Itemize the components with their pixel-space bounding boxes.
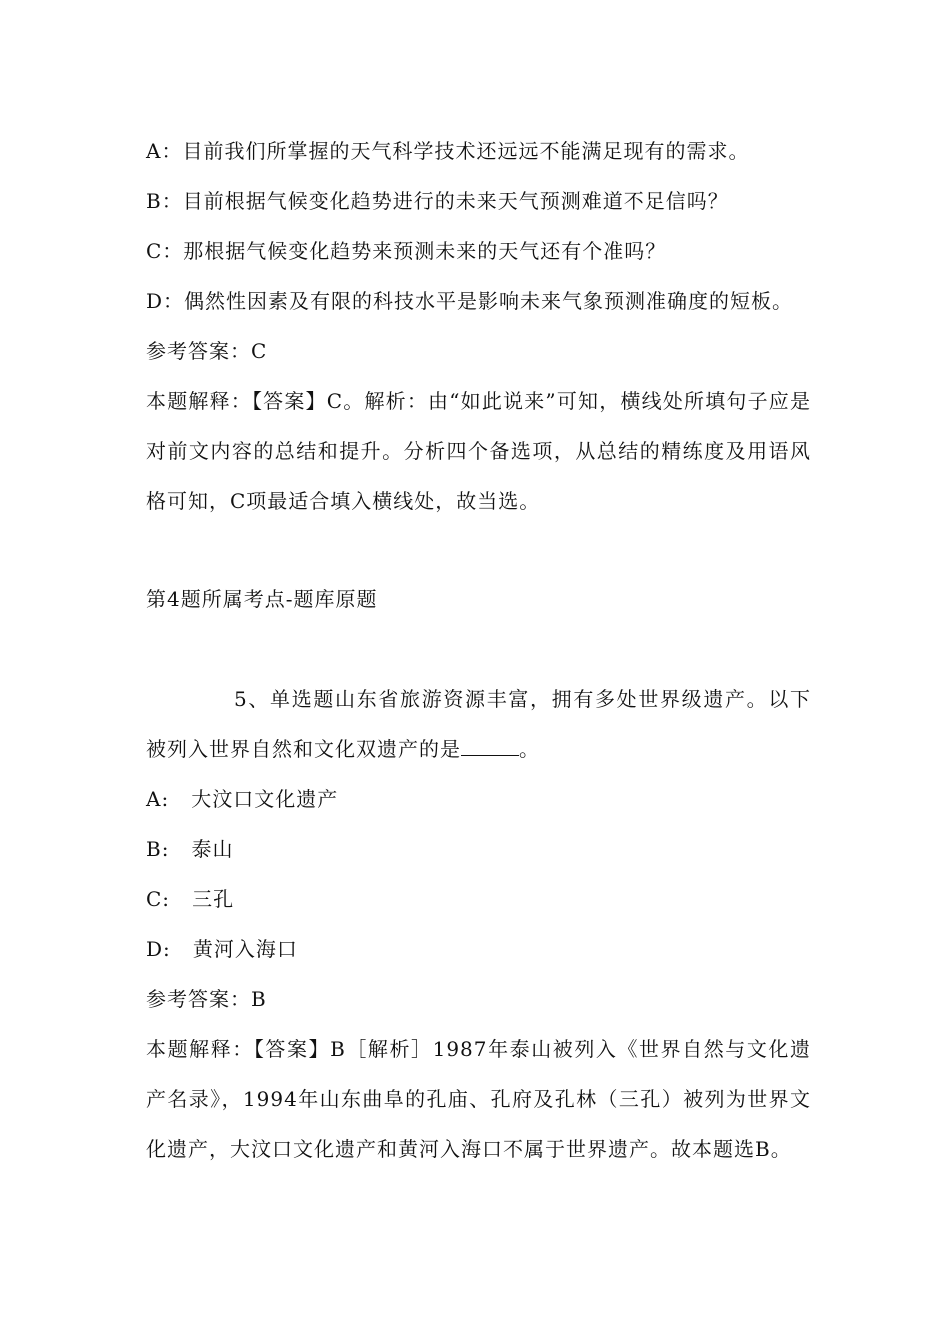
q5-option-b: B: 泰山 <box>146 837 234 861</box>
q4-option-d: D：偶然性因素及有限的科技水平是影响未来气象预测准确度的短板。 <box>146 289 794 313</box>
q4-source: 第4题所属考点-题库原题 <box>146 587 378 611</box>
q5-stem-text: 5、单选题山东省旅游资源丰富，拥有多处世界级遗产。以下被列入世界自然和文化双遗产的是 <box>146 687 811 761</box>
q5-explanation: 本题解释：【答案】B［解析］1987年泰山被列入《世界自然与文化遗产名录》，1994年山东曲阜的孔庙、孔府及孔林（三孔）被列为世界文化遗产，大汶口文化遗产和黄河入海口不属于世界遗产。故本题选B。 <box>146 1037 811 1161</box>
q5-stem <box>146 674 811 774</box>
q5-option-d: D: 黄河入海口 <box>146 937 298 961</box>
q4-option-a: A：目前我们所掌握的天气科学技术还远远不能满足现有的需求。 <box>146 139 750 163</box>
q4-explanation: 本题解释：【答案】C。解析：由“如此说来”可知，横线处所填句子应是对前文内容的总结和提升。分析四个备选项，从总结的精练度及用语风格可知，C项最适合填入横线处，故当选。 <box>146 389 811 513</box>
q5-option-a: A: 大汶口文化遗产 <box>146 787 339 811</box>
q5-stem-end: 。 <box>519 737 540 761</box>
q5-answer-blank <box>461 737 519 756</box>
q5-answer: 参考答案：B <box>146 987 267 1011</box>
q5-option-c: C: 三孔 <box>146 887 235 911</box>
q4-option-c: C：那根据气候变化趋势来预测未来的天气还有个准吗？ <box>146 239 667 263</box>
q4-option-b: B：目前根据气候变化趋势进行的未来天气预测难道不足信吗？ <box>146 189 729 213</box>
q4-answer: 参考答案：C <box>146 339 268 363</box>
